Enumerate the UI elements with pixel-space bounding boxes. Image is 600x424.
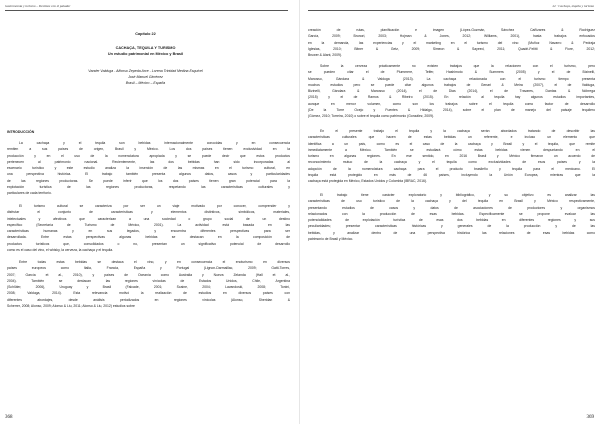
text-line: Bruwer & Alant, 2009).: [308, 53, 342, 58]
text-line: inmediatamente a México. También se estudiará cómo estas bebidas vienen despuntando en el: [308, 147, 595, 152]
text-line: explotación turística de las regiones productoras, respetando las características culturales y: [7, 185, 290, 190]
text-line: diferentes abordajes, desde análisis periodizados en regiones vinícolas (Alonso, Sheridan &: [7, 297, 290, 302]
text-line: Iglesias, 2010; Bitner & Getz, 2009; Simeon & Sayeed, 2011; Quadri-Felitti & Fiore, 2012;: [308, 46, 595, 51]
chapter-subtitle: Un estudio patrimonial en México y Brasil: [107, 52, 184, 56]
text-line: 2007; García et al., 2010), y países de Oceanía como Australia y Nueva Zelanda (Hall et al.,: [7, 272, 290, 277]
author-list: Vander Valduga - Alfonso Zepeda Arce - Lorena Trinidad Medina Esquivel: [88, 69, 203, 73]
text-line: La cachaça y el tequila son bebidas internacionalmente conocidas y en consecuencia: [19, 141, 290, 145]
text-line: Entre todas estas bebidas se destaca el vino, y en consecuencia el enoturismo en diversos: [19, 260, 290, 264]
header-rule-left: [5, 10, 288, 11]
text-line: remiten a sus países de origen, Brasil y México. Los dos países tienen exclusividad en la: [7, 147, 290, 152]
text-line: Bizinelli, Gándara & Manosso (2014), el de Dias (2014), el de Travares, Dantas & Nóbrega: [308, 89, 595, 94]
running-head-right: 22 · Cachaça, tequila y turismo: [552, 4, 594, 8]
page-number-right: 369: [586, 415, 594, 420]
text-line: escenario turístico y este estudio analiza la inserción de las mismas en el turismo cultural, en: [7, 166, 290, 171]
text-line: bebidas, y analizar dentro de una perspectiva histórica las relaciones de esas bebidas como: [308, 230, 595, 235]
body-paragraph: [308, 27, 595, 58]
body-paragraph: [308, 192, 595, 242]
text-line: adopción de la nomenclatura cachaça para el producto brasileño y tequila para el mexicano. El: [308, 166, 595, 171]
text-line: intelectuales y afectivos que caracterizan a una sociedad o grupo social de un destino: [7, 216, 290, 221]
author-countries: Brasil – México – España: [125, 81, 166, 85]
body-paragraph: [308, 128, 595, 185]
text-line: características culturales que hacen de estas bebidas un referente, e incluso un elemento que: [308, 135, 595, 140]
body-paragraph: [7, 259, 290, 309]
text-line: países europeos como Italia, Francia, España y Portugal (Lignon-Darmaillac, 2009; Gatti-Torres,: [7, 266, 290, 271]
text-line: tequila está protegido en más de 46 países, incluyendo la Unión Europea, mientras que la: [308, 173, 595, 178]
body-paragraph: [7, 140, 290, 197]
section-heading-introduction: INTRODUCCIÓN: [7, 130, 35, 134]
page-number-left: 368: [5, 415, 13, 420]
text-line: El turismo cultural se caracteriza por ser un viaje motivado por conocer, comprender y: [19, 204, 290, 208]
text-line: características de uso turístico de la cachaça y del tequila en Brasil y México respectivamente,: [308, 199, 595, 204]
text-line: 2004). También se destacan las regiones vinícolas de Estados Unidos, Chile, Argentina: [7, 278, 290, 283]
running-head-left: Gastronomía y turismo – Destinos con el paladar: [5, 4, 71, 8]
text-line: (Schlüter, 2006), Uruguay y Brasil (Falcade, 2001; Scaine, 2004; Lavandoski, 2008; Tonini,: [7, 285, 290, 290]
text-line: particulares de cada territorio.: [7, 191, 52, 196]
text-line: identifica a un país, como es el caso de la cachaça y Brasil y el tequila, que remite: [308, 141, 595, 146]
text-line: aunque en menor volumen, como son los trabajos sobre el tequila como factor de desarrollo: [308, 101, 595, 106]
text-line: (2015) y el de Ramos & Ribeiro (2015). En relación al tequila hay algunos estudios importantes,: [308, 95, 595, 100]
text-line: en la demanda, las experiencias y el marketing en el turismo del vino (Muñoz Navarro & Pedraja: [308, 40, 595, 45]
text-line: (Gómez, 2010; Torreira, 2010) o sobre el tequila como patrimonio (González, 2009).: [308, 114, 435, 119]
chapter-title: CACHAÇA, TEQUILA Y TURISMO: [115, 46, 176, 50]
text-line: una perspectiva histórica. El trabajo también presenta algunos datos, casos y particularidades: [7, 172, 290, 177]
text-line: Scherrer, 2008; Alonso, 2009; Alonso & Liu, 2011; Alonso & Liu, 2012) estudios sobre: [7, 304, 135, 309]
text-line: Manosso, Gándara & Valduga (2013). La cachaça relacionada con el turismo tiempo presenta: [308, 76, 595, 81]
text-line: reconocimiento mutuo de la cachaça y el tequila como exclusividades de esos países y la: [308, 160, 595, 165]
text-line: 2008; Valduga, 2014). Esta relevancia motivó la realización de estudios en diversos países con: [7, 291, 290, 296]
text-line: pertenecen al patrimonio nacional. Recientemente, las dos bebidas han sido incorporadas al: [7, 159, 290, 164]
chapter-label: Capítulo 22: [135, 32, 156, 36]
text-line: (De la Torre Ocejo y Fuentes & Hidalgo, 2014), sobre el plan de manejo del paisaje tequilero: [308, 108, 595, 113]
author-second-line: José Manuel Giménez: [128, 75, 163, 79]
text-line: relacionados con la producción de esas bebidas. Específicamente se propone evaluar las: [308, 211, 595, 216]
body-paragraph: [7, 203, 290, 253]
text-line: García, 2009; Brunori, 2003; Hojman & Jones, 2012; Williams, 2001), hasta trabajos enfocados: [308, 34, 595, 39]
text-line: El trabajo tiene carácter exploratorio y bibliográfico, y su objetivo es analizar las: [320, 193, 595, 197]
header-rule-right: [308, 10, 594, 11]
text-line: peculiaridades; presentar características históricas y generales de la producción y de las: [308, 224, 595, 229]
text-line: creación de rutas, planificación e imagen (López-Guzmán, Sánchez Cañizares & Rodríguez: [308, 28, 595, 32]
text-line: presentando estudios de casos y datos de asociaciones de productores y organismos: [308, 205, 595, 210]
text-line: turismo en algunas regiones. En ese sentido, en 2016 Brasil y México firmaron un acuerdo de: [308, 154, 595, 159]
text-line: potencialidades de explotación turística de esas dos bebidas en diferentes regiones y sus: [308, 218, 595, 223]
text-line: patrimonio de Brasil y México.: [308, 237, 354, 242]
text-line: desarrollada. Entre estas perspectivas algunas bebidas se destacan en la composición de: [7, 235, 290, 240]
text-line: se pueden citar el de Plummere, Telfer, Hashimoto & Summers (2005) y el de Bizinelli,: [308, 70, 595, 75]
right-page: [300, 0, 600, 424]
text-line: En el presente trabajo el tequila y la cachaça serán abordados tratando de describir las: [320, 129, 595, 133]
text-line: específico (Secretaría de Turismo de México, 2001). La actividad está basada en las: [7, 222, 290, 227]
text-line: productos turísticos que, consolidados o no, presentan un significativo potencial de desarrollo: [7, 241, 290, 246]
text-line: producción y en el uso de la nomenclatura apropiada y se puede decir que estos productos: [7, 153, 290, 158]
text-line: disfrutar el conjunto de características y elementos distintivos, simbólicos, materiales,: [7, 210, 290, 215]
text-line: características humanas y en sus legados, y encuentra diferentes perspectivas para ser: [7, 229, 290, 234]
text-line: de las regiones productoras. Se puede inferir que los dos países tienen gran potencial para la: [7, 178, 290, 183]
body-paragraph: [308, 63, 595, 120]
text-line: Sobre la cerveza prácticamente no existen trabajos que la relacionen con el turismo, pero: [320, 64, 595, 68]
text-line: cachaça está protegida en México, Estados Unidos y Colombia (IBRAC, 2016).: [308, 179, 427, 184]
text-line: muchos estudios pero se puede citar algunos trabajos de Genari & Meira (2007), el de Valduga,: [308, 82, 595, 87]
text-line: como es el caso del vino, el whisky, la cerveza, la cachaça y el tequila.: [7, 248, 114, 253]
